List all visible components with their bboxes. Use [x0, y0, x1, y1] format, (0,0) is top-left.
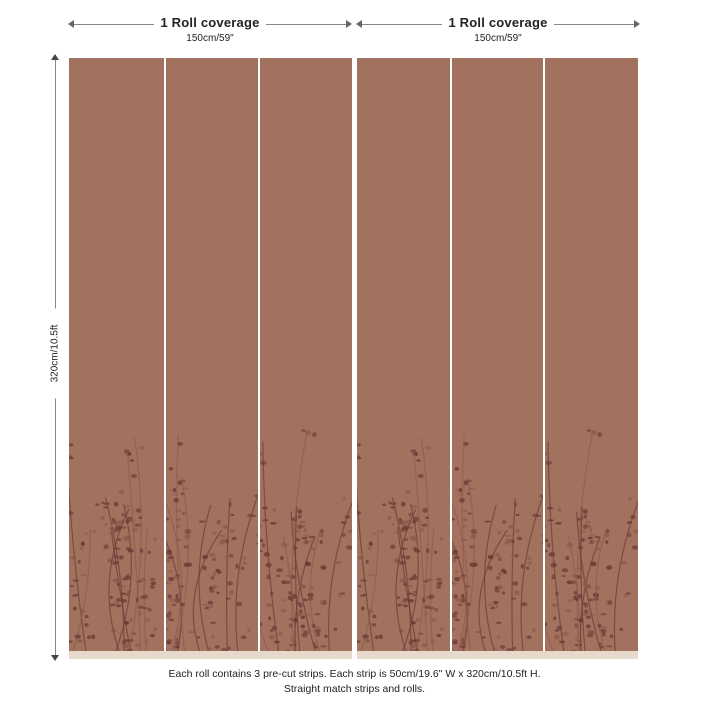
grass-illustration	[166, 58, 258, 651]
footer-line-1: Each roll contains 3 pre-cut strips. Each strip is 50cm/19.6" W x 320cm/10.5ft H.	[168, 668, 541, 680]
strip-6	[545, 58, 638, 651]
roll-1-width-label: 150cm/59"	[186, 33, 234, 44]
roll-2-coverage-label: 1 Roll coverage	[442, 14, 553, 32]
strip-3	[260, 58, 352, 651]
up-arrow-icon	[51, 54, 59, 60]
down-arrow-icon	[51, 655, 59, 661]
right-arrow-icon	[634, 20, 640, 28]
right-arrow-icon	[346, 20, 352, 28]
strip-5	[452, 58, 543, 651]
grass-illustration	[69, 58, 164, 651]
roll-2-header	[356, 14, 640, 45]
left-arrow-icon	[68, 20, 74, 28]
left-arrow-icon	[356, 20, 362, 28]
strip-2	[166, 58, 258, 651]
height-label: 320cm/10.5ft	[50, 309, 61, 399]
footer-line-2: Straight match strips and rolls.	[283, 683, 426, 695]
strip-1	[69, 58, 164, 651]
roll-2-width-label: 150cm/59"	[474, 33, 522, 44]
strip-base	[357, 651, 638, 659]
roll-1-header	[68, 14, 352, 45]
strip-base	[69, 651, 352, 659]
roll-1-coverage-label: 1 Roll coverage	[154, 14, 265, 32]
grass-illustration	[545, 58, 638, 651]
strip-4	[357, 58, 450, 651]
grass-illustration	[357, 58, 450, 651]
grass-illustration	[452, 58, 543, 651]
grass-illustration	[260, 58, 352, 651]
